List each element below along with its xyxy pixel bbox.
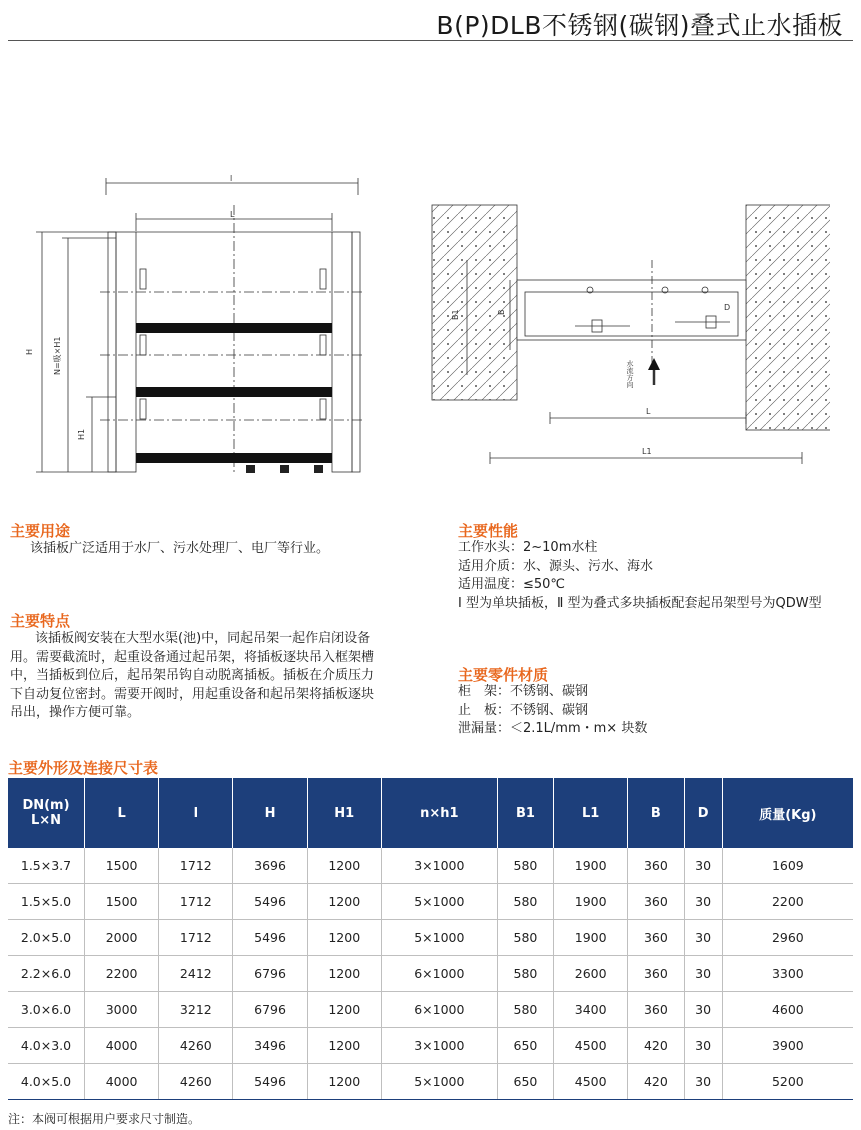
table-row xyxy=(8,956,853,992)
table-cell: 6×1000 xyxy=(381,956,497,992)
table-cell: 650 xyxy=(497,1064,553,1100)
table-cell: 2000 xyxy=(85,920,159,956)
table-cell: 1200 xyxy=(307,992,381,1028)
materials-line: 泄漏量：＜2.1L/mm・m× 块数 xyxy=(458,721,648,736)
table-cell: 1200 xyxy=(307,1064,381,1100)
table-cell: 360 xyxy=(628,992,684,1028)
features-line: 中，当插板到位后，起吊架吊钩自动脱离插板。插板在介质压力 xyxy=(10,668,375,683)
dim-H-label: H xyxy=(25,348,34,355)
header-dn xyxy=(8,778,85,848)
table-cell: 4000 xyxy=(85,1028,159,1064)
table-cell: 3300 xyxy=(722,956,853,992)
table-cell: 2200 xyxy=(722,884,853,920)
table-cell: 3×1000 xyxy=(381,848,497,884)
table-row xyxy=(8,884,853,920)
dim-B1-label: B1 xyxy=(451,309,460,320)
performance-line: Ⅰ 型为单块插板，Ⅱ 型为叠式多块插板配套起吊架型号为QDW型 xyxy=(458,595,822,611)
performance-heading: 主要性能 xyxy=(458,522,519,540)
table-cell: 2412 xyxy=(159,956,233,992)
table-cell: 1900 xyxy=(554,884,628,920)
table-cell: 4.0×5.0 xyxy=(8,1064,85,1100)
table-cell: 1712 xyxy=(159,884,233,920)
table-cell: 4000 xyxy=(85,1064,159,1100)
table-cell: 1200 xyxy=(307,1028,381,1064)
table-cell: 5×1000 xyxy=(381,1064,497,1100)
features-heading: 主要特点 xyxy=(10,612,71,630)
table-cell: 3212 xyxy=(159,992,233,1028)
dim-L-plan-label: L xyxy=(646,407,651,416)
front-elevation-drawing xyxy=(20,175,380,490)
table-cell: 3000 xyxy=(85,992,159,1028)
table-cell: 4500 xyxy=(554,1028,628,1064)
header-dn-line2: L×N xyxy=(30,813,62,828)
header-cell: n×h1 xyxy=(381,778,497,848)
plan-section-drawing xyxy=(430,200,830,465)
table-cell: 1.5×5.0 xyxy=(8,884,85,920)
table-cell: 30 xyxy=(684,848,722,884)
dim-L1-label: L1 xyxy=(642,447,652,456)
table-cell: 1900 xyxy=(554,920,628,956)
features-line: 吊出，操作方便可靠。 xyxy=(10,705,141,720)
table-cell: 6796 xyxy=(233,956,307,992)
table-cell: 2.2×6.0 xyxy=(8,956,85,992)
table-cell: 30 xyxy=(684,1064,722,1100)
header-cell: B xyxy=(628,778,684,848)
table-cell: 2960 xyxy=(722,920,853,956)
table-cell: 30 xyxy=(684,920,722,956)
table-cell: 360 xyxy=(628,920,684,956)
header-cell: L1 xyxy=(554,778,628,848)
materials-line: 柜 架：不锈钢、碳钢 xyxy=(458,684,589,699)
dim-D-label: D xyxy=(724,303,731,312)
dim-B-label: B xyxy=(497,309,506,315)
table-cell: 3×1000 xyxy=(381,1028,497,1064)
performance-text xyxy=(458,539,822,613)
table-row xyxy=(8,1028,853,1064)
table-cell: 3496 xyxy=(233,1028,307,1064)
features-line: 用。需要截流时，起重设备通过起吊架，将插板逐块吊入框架槽 xyxy=(10,649,375,665)
table-cell: 5200 xyxy=(722,1064,853,1100)
table-cell: 4600 xyxy=(722,992,853,1028)
table-cell: 5×1000 xyxy=(381,920,497,956)
table-cell: 3900 xyxy=(722,1028,853,1064)
header-cell: H1 xyxy=(307,778,381,848)
footnote: 注：本阀可根据用户要求尺寸制造。 xyxy=(8,1112,201,1126)
header-cell: H xyxy=(233,778,307,848)
table-row xyxy=(8,920,853,956)
table-cell: 5496 xyxy=(233,1064,307,1100)
features-text xyxy=(10,630,420,723)
table-cell: 580 xyxy=(497,992,553,1028)
header-cell: l xyxy=(159,778,233,848)
performance-line: 工作水头：2~10m水柱 xyxy=(458,540,598,555)
usage-heading: 主要用途 xyxy=(10,522,71,540)
header-cell: D xyxy=(684,778,722,848)
flow-direction-label: 水流方向 xyxy=(626,360,634,388)
table-cell: 580 xyxy=(497,956,553,992)
features-line: 下自动复位密封。需要开阀时，用起重设备和起吊架将插板逐块 xyxy=(10,686,375,702)
table-cell: 2.0×5.0 xyxy=(8,920,85,956)
table-cell: 4260 xyxy=(159,1028,233,1064)
performance-line: 适用温度：≤50℃ xyxy=(458,577,566,592)
dimension-table xyxy=(8,778,853,1100)
table-cell: 580 xyxy=(497,848,553,884)
table-cell: 1609 xyxy=(722,848,853,884)
table-cell: 1200 xyxy=(307,956,381,992)
table-cell: 360 xyxy=(628,956,684,992)
table-cell: 580 xyxy=(497,884,553,920)
header-cell: B1 xyxy=(497,778,553,848)
table-cell: 360 xyxy=(628,848,684,884)
dim-l-label: l xyxy=(230,175,233,183)
table-cell: 650 xyxy=(497,1028,553,1064)
table-heading: 主要外形及连接尺寸表 xyxy=(8,759,159,777)
table-cell: 30 xyxy=(684,884,722,920)
dim-H1-label: H1 xyxy=(77,428,86,440)
table-cell: 3696 xyxy=(233,848,307,884)
table-cell: 2200 xyxy=(85,956,159,992)
table-cell: 1900 xyxy=(554,848,628,884)
table-row xyxy=(8,1064,853,1100)
header-cell: 质量(Kg) xyxy=(722,778,853,848)
header-cell: L xyxy=(85,778,159,848)
table-cell: 1500 xyxy=(85,848,159,884)
page-title: B(P)DLB不锈钢(碳钢)叠式止水插板 xyxy=(436,11,843,40)
table-cell: 1712 xyxy=(159,848,233,884)
performance-line: 适用介质：水、源头、污水、海水 xyxy=(458,558,654,574)
table-cell: 30 xyxy=(684,1028,722,1064)
materials-text xyxy=(458,683,647,739)
materials-heading: 主要零件材质 xyxy=(458,666,549,684)
table-cell: 1712 xyxy=(159,920,233,956)
table-cell: 1200 xyxy=(307,848,381,884)
table-cell: 4260 xyxy=(159,1064,233,1100)
materials-line: 止 板：不锈钢、碳钢 xyxy=(458,702,589,718)
table-cell: 1.5×3.7 xyxy=(8,848,85,884)
table-cell: 5496 xyxy=(233,884,307,920)
table-cell: 360 xyxy=(628,884,684,920)
table-cell: 5×1000 xyxy=(381,884,497,920)
table-cell: 5496 xyxy=(233,920,307,956)
table-cell: 4500 xyxy=(554,1064,628,1100)
table-cell: 30 xyxy=(684,992,722,1028)
dim-L-label: L xyxy=(230,210,235,219)
table-row xyxy=(8,992,853,1028)
table-row xyxy=(8,848,853,884)
table-cell: 30 xyxy=(684,956,722,992)
table-cell: 3400 xyxy=(554,992,628,1028)
table-header-row xyxy=(8,778,853,848)
table-cell: 6796 xyxy=(233,992,307,1028)
header-dn-line1: DN(m) xyxy=(22,798,70,813)
table-cell: 580 xyxy=(497,920,553,956)
title-divider xyxy=(8,40,853,41)
table-cell: 1200 xyxy=(307,920,381,956)
table-cell: 1500 xyxy=(85,884,159,920)
usage-text: 该插板广泛适用于水厂、污水处理厂、电厂等行业。 xyxy=(30,541,330,556)
table-cell: 4.0×3.0 xyxy=(8,1028,85,1064)
dim-nh1-label: N=吸×H1 xyxy=(53,336,62,375)
table-cell: 6×1000 xyxy=(381,992,497,1028)
features-line: 该插板阀安装在大型水渠(池)中，同起吊架一起作启闭设备 xyxy=(35,631,371,646)
table-cell: 3.0×6.0 xyxy=(8,992,85,1028)
table-cell: 1200 xyxy=(307,884,381,920)
table-cell: 420 xyxy=(628,1028,684,1064)
table-cell: 420 xyxy=(628,1064,684,1100)
table-cell: 2600 xyxy=(554,956,628,992)
